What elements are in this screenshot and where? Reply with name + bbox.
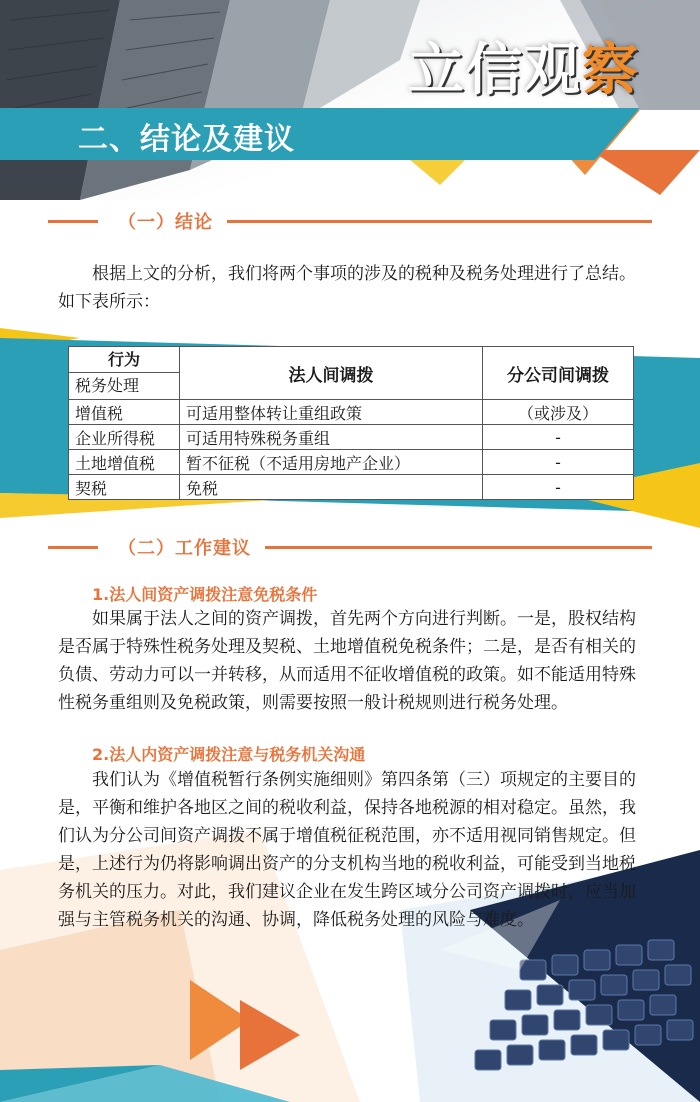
row-branch: - <box>483 425 634 450</box>
section-title: 二、结论及建议 <box>78 122 295 157</box>
row-corporate: 可适用整体转让重组政策 <box>180 400 483 425</box>
heading-rule-left <box>48 220 98 223</box>
brand-prefix: 立信观 <box>408 38 582 103</box>
heading-rule-right <box>227 220 652 223</box>
row-tax: 土地增值税 <box>69 450 180 475</box>
row-tax: 增值税 <box>69 400 180 425</box>
advice-heading-text: （二）工作建议 <box>118 538 251 559</box>
advice-item2-text: 我们认为《增值税暂行条例实施细则》第四条第（三）项规定的主要目的是，平衡和维护各地区之间的税收利益，保持各地税源的相对稳定。虽然，我们认为分公司间资产调拨不属于增值税征税范围，亦不适用视同销售规定。但是，上述行为仍将影响调出资产的分支机构当地的税收利益，可能受到当地税务机关的压力。对此，我们建议企业在发生跨区域分公司资产调拨时，应当加强与主管税务机关的沟通、协调，降低税务处理的风险与难度。 <box>58 770 636 930</box>
table-row <box>69 400 634 425</box>
row-corporate: 暂不征税（不适用房地产企业） <box>180 450 483 475</box>
row-branch: （或涉及） <box>483 400 634 425</box>
row-branch: - <box>483 450 634 475</box>
conclusion-heading <box>0 206 700 236</box>
conclusion-heading-text: （一）结论 <box>118 212 213 233</box>
corner-bottom-label: 税务处理 <box>75 375 140 395</box>
row-corporate: 免税 <box>180 475 483 500</box>
advice-item2-title: 2.法人内资产调拨注意与税务机关沟通 <box>92 745 366 764</box>
heading-rule-right <box>265 546 652 549</box>
conclusion-intro: 根据上文的分析，我们将两个事项的涉及的税种及税务处理进行了总结。如下表所示： <box>58 264 636 312</box>
column-header-corporate: 法人间调拨 <box>180 347 483 400</box>
brand-last-char: 察 <box>582 38 640 103</box>
row-corporate: 可适用特殊税务重组 <box>180 425 483 450</box>
tax-summary-table <box>68 346 634 500</box>
advice-item1-title: 1.法人间资产调拨注意免税条件 <box>92 585 318 604</box>
corner-cell <box>69 347 180 400</box>
table-row <box>69 475 634 500</box>
row-branch: - <box>483 475 634 500</box>
row-tax: 企业所得税 <box>69 425 180 450</box>
row-tax: 契税 <box>69 475 180 500</box>
advice-heading <box>0 532 700 562</box>
corner-top-label: 行为 <box>69 348 179 373</box>
advice-item1-text: 如果属于法人之间的资产调拨，首先两个方向进行判断。一是，股权结构是否属于特殊性税务处理及契税、土地增值税免税条件；二是，是否有相关的负债、劳动力可以一并转移，从而适用不征收增值税的政策。如不能适用特殊性税务重组则及免税政策，则需要按照一般计税规则进行税务处理。 <box>58 609 636 713</box>
table-row <box>69 450 634 475</box>
heading-rule-left <box>48 546 98 549</box>
column-header-branch: 分公司间调拨 <box>483 347 634 400</box>
table-header-row <box>69 347 634 400</box>
table-row <box>69 425 634 450</box>
